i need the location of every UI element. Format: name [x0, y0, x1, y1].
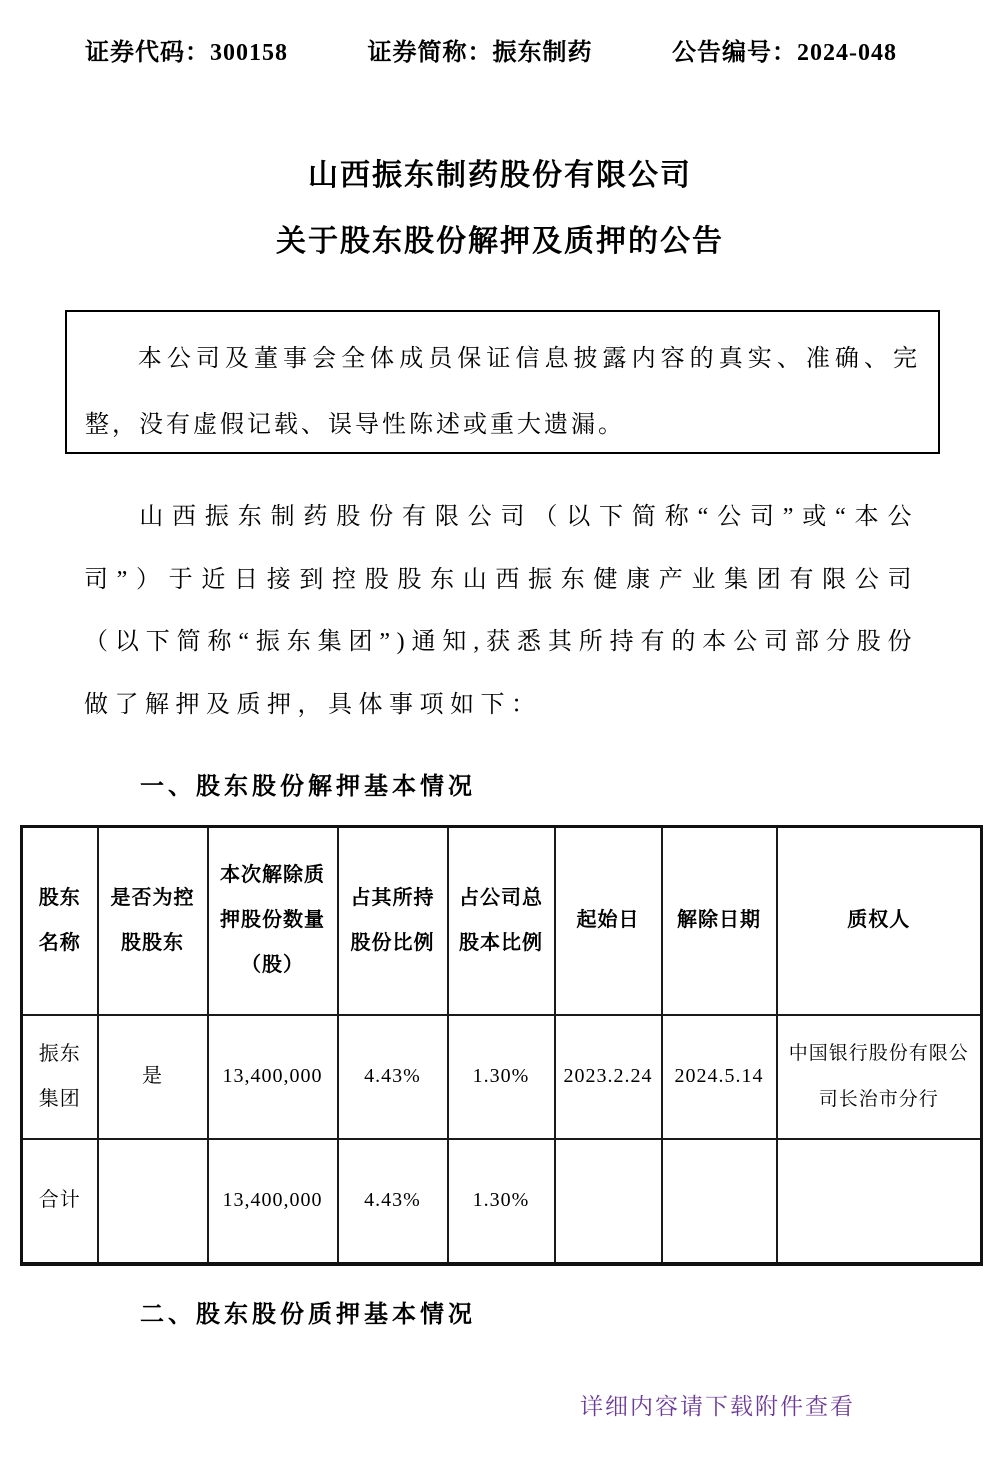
announcement-number	[672, 32, 897, 67]
col-header-pledgee: 质权人	[777, 827, 982, 1015]
table-row	[22, 1015, 982, 1139]
table-total-row	[22, 1139, 982, 1264]
col-header-pct-of-holdings: 占其所持股份比例	[338, 827, 448, 1015]
cell-pledgee: 中国银行股份有限公司长治市分行	[777, 1015, 982, 1139]
announcement-number-label: 公告编号：	[672, 40, 797, 66]
cell-total-controlling	[98, 1139, 208, 1264]
cell-total-start-date	[555, 1139, 662, 1264]
stock-name-value: 振东制药	[492, 40, 593, 66]
col-header-pct-of-total: 占公司总股本比例	[448, 827, 555, 1015]
announcement-number-value: 2024-048	[797, 40, 897, 66]
cell-pct-of-holdings: 4.43%	[338, 1015, 448, 1139]
cell-total-pledgee	[777, 1139, 982, 1264]
cell-total-shares: 13,400,000	[208, 1139, 338, 1264]
cell-total-label: 合计	[22, 1139, 98, 1264]
stock-name-label: 证券简称：	[367, 40, 493, 66]
cell-total-release-date	[662, 1139, 777, 1264]
cell-start-date: 2023.2.24	[555, 1015, 662, 1139]
table-header-row	[22, 827, 982, 1015]
col-header-shareholder-name: 股东名称	[22, 827, 98, 1015]
body-paragraph: 山西振东制药股份有限公司（以下简称“公司”或“本公司”）于近日接到控股股东山西振东健康产业集团有限公司（以下简称“振东集团”)通知,获悉其所持有的本公司部分股份做了解押及质押，具体事项如下：	[84, 504, 918, 718]
cell-pct-of-total: 1.30%	[448, 1015, 555, 1139]
release-table	[20, 825, 983, 1266]
col-header-start-date: 起始日	[555, 827, 662, 1015]
cell-release-date: 2024.5.14	[662, 1015, 777, 1139]
col-header-release-date: 解除日期	[662, 827, 777, 1015]
stock-name	[368, 32, 593, 67]
attachment-download-link[interactable]: 详细内容请下载附件查看	[580, 1393, 855, 1419]
section-heading-pledge: 二、股东股份质押基本情况	[140, 1302, 476, 1328]
col-header-released-shares: 本次解除质押股份数量（股）	[208, 827, 338, 1015]
securities-info-line	[85, 32, 897, 67]
cell-controlling-shareholder: 是	[98, 1015, 208, 1139]
stock-code-value: 300158	[210, 40, 288, 66]
disclaimer-text: 本公司及董事会全体成员保证信息披露内容的真实、准确、完整，没有虚假记载、误导性陈述或重大遗漏。	[85, 346, 920, 438]
cell-released-shares: 13,400,000	[208, 1015, 338, 1139]
document-subtitle: 关于股东股份解押及质押的公告	[276, 225, 724, 258]
stock-code	[85, 32, 288, 67]
section-heading-release: 一、股东股份解押基本情况	[140, 774, 476, 800]
stock-code-label: 证券代码：	[85, 40, 210, 66]
col-header-controlling-shareholder: 是否为控股股东	[98, 827, 208, 1015]
cell-shareholder-name: 振东集团	[22, 1015, 98, 1139]
document-title: 山西振东制药股份有限公司	[308, 159, 692, 192]
disclaimer-box	[65, 310, 940, 454]
cell-total-pct-of-holdings: 4.43%	[338, 1139, 448, 1264]
cell-total-pct-of-total: 1.30%	[448, 1139, 555, 1264]
